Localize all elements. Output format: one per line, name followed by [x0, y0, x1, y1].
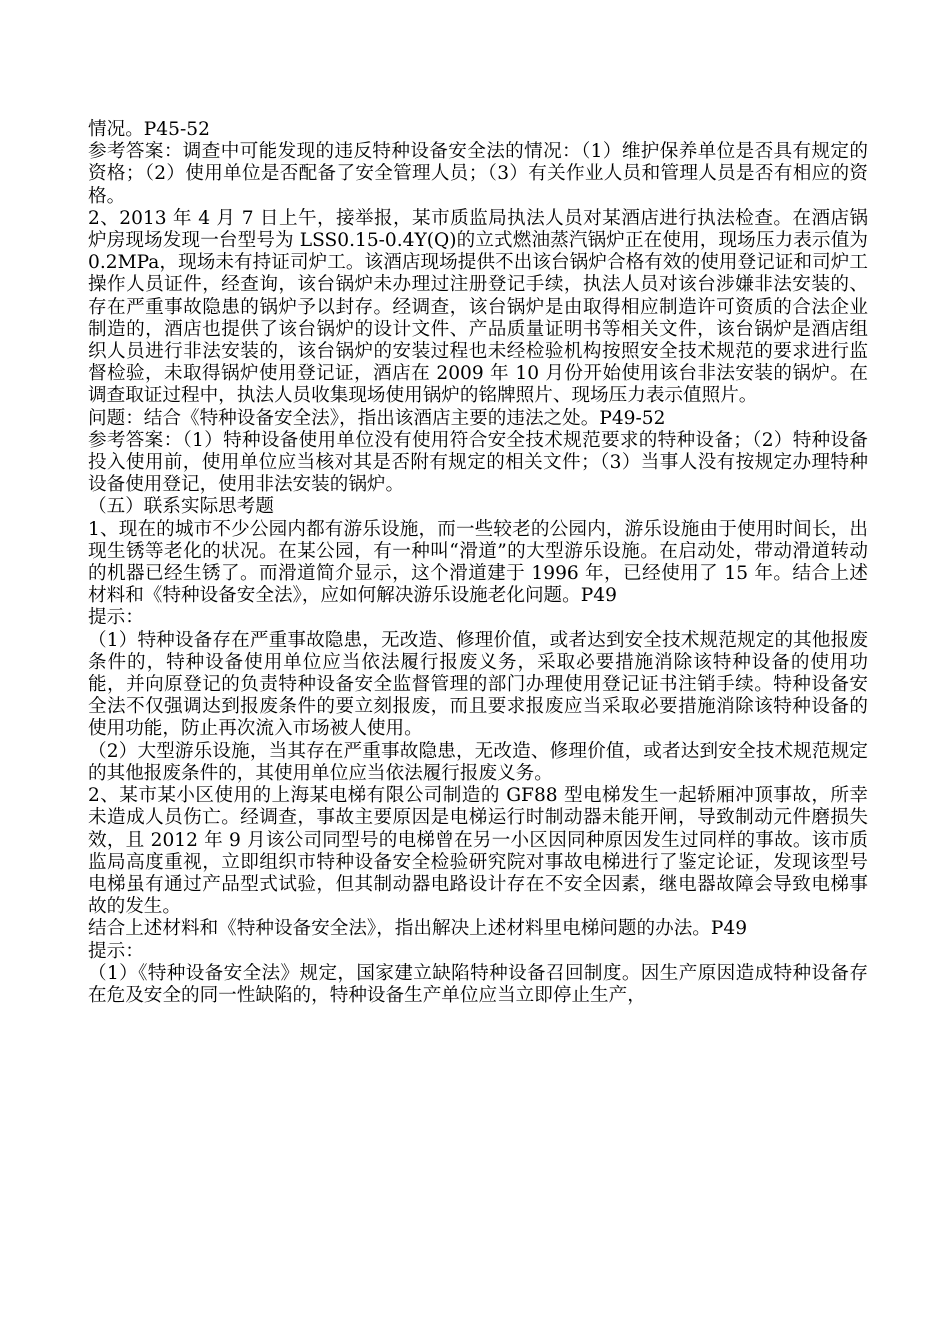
paragraph-case-2: 2、2013 年 4 月 7 日上午，接举报，某市质监局执法人员对某酒店进行执法检查。在酒店锅炉房现场发现一台型号为 LSS0.15-0.4Y(Q)的立式燃油蒸汽锅炉正在使用，现场压力表示值为 0.2MPa，现场未有持证司炉工。该酒店现场提供不出该台锅炉合格有效的使用登记证和司炉工操作人员证件，经查询，该台锅炉未办理过注册登记手续，执法人员对该台涉嫌非法安装的、存在严重事故隐患的锅炉予以封存。经调查，该台锅炉是由取得相应制造许可资质的合法企业制造的，酒店也提供了该台锅炉的设计文件、产品质量证明书等相关文件，该台锅炉是酒店组织人员进行非法安装的，该台锅炉的安装过程也未经检验机构按照安全技术规范的要求进行监督检验，未取得锅炉使用登记证，酒店在 2009 年 10 月份开始使用该台非法安装的锅炉。在调查取证过程中，执法人员收集现场使用锅炉的铭牌照片、现场压力表示值照片。: [88, 207, 874, 407]
paragraph-question-2: 结合上述材料和《特种设备安全法》，指出解决上述材料里电梯问题的办法。P49: [88, 918, 748, 940]
paragraph-practice-2: 2、某市某小区使用的上海某电梯有限公司制造的 GF88 型电梯发生一起轿厢冲顶事故，所幸未造成人员伤亡。经调查，事故主要原因是电梯运行时制动器未能开闸，导致制动元件磨损失效，且 2012 年 9 月该公司同型号的电梯曾在另一小区因同种原因发生过同样的事故。该市质监局高度重视，立即组织市特种设备安全检验研究院对事故电梯进行了鉴定论证，发现该型号电梯虽有通过产品型式试验，但其制动器电路设计存在不安全因素，继电器故障会导致电梯事故的发生。: [88, 785, 868, 918]
document-body: [88, 119, 874, 1007]
paragraph-answer-2: 参考答案：（1）特种设备使用单位没有使用符合安全技术规范要求的特种设备；（2）特种设备投入使用前，使用单位应当核对其是否附有规定的相关文件；（3）当事人没有按规定办理特种设备使用登记，使用非法安装的锅炉。: [88, 429, 868, 496]
paragraph-hint-label: 提示：: [88, 607, 144, 629]
paragraph-answer-1: 参考答案：调查中可能发现的违反特种设备安全法的情况：（1）维护保养单位是否具有规定的资格；（2）使用单位是否配备了安全管理人员；（3）有关作业人员和管理人员是否有相应的资格。: [88, 141, 868, 207]
paragraph-practice-1: 1、现在的城市不少公园内都有游乐设施，而一些较老的公园内，游乐设施由于使用时间长，出现生锈等老化的状况。在某公园，有一种叫“滑道”的大型游乐设施。在启动处，带动滑道转动的机器已经生锈了。而滑道简介显示，这个滑道建于 1996 年，已经使用了 15 年。结合上述材料和《特种设备安全法》，应如何解决游乐设施老化问题。P49: [88, 518, 868, 607]
section-heading: （五）联系实际思考题: [88, 496, 274, 518]
paragraph-hint-3: （1）《特种设备安全法》规定，国家建立缺陷特种设备召回制度。因生产原因造成特种设备存在危及安全的同一性缺陷的，特种设备生产单位应当立即停止生产，: [88, 962, 868, 1006]
paragraph-hint-1: （1）特种设备存在严重事故隐患，无改造、修理价值，或者达到安全技术规范规定的其他报废条件的，特种设备使用单位应当依法履行报废义务，采取必要措施消除该特种设备的使用功能，并向原登记的负责特种设备安全监督管理的部门办理使用登记证书注销手续。特种设备安全法不仅强调达到报废条件的要立刻报废，而且要求报废应当采取必要措施消除该特种设备的使用功能，防止再次流入市场被人使用。: [88, 629, 868, 740]
paragraph-question: 问题：结合《特种设备安全法》，指出该酒店主要的违法之处。P49-52: [88, 407, 666, 429]
paragraph-hint-2: （2）大型游乐设施，当其存在严重事故隐患，无改造、修理价值，或者达到安全技术规范规定的其他报废条件的，其使用单位应当依法履行报废义务。: [88, 740, 868, 784]
paragraph-hint-label-2: 提示：: [88, 940, 144, 962]
paragraph-continuation: 情况。P45-52: [88, 119, 210, 140]
